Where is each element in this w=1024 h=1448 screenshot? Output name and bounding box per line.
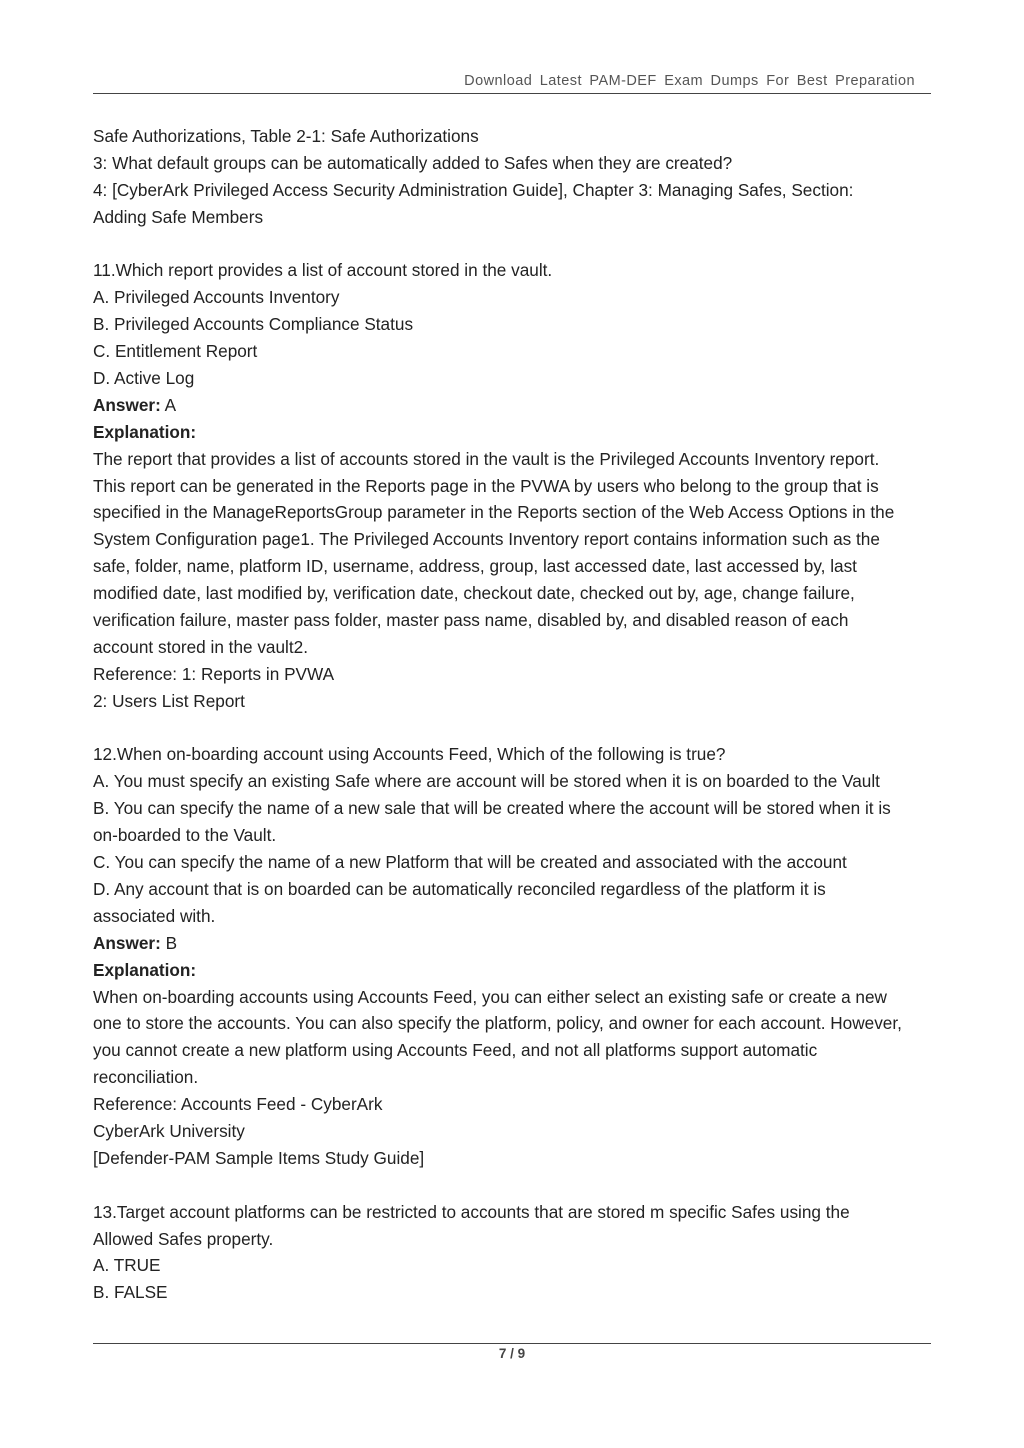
answer-option: C. Entitlement Report [93, 341, 258, 362]
footer-divider [93, 1343, 931, 1344]
question-block-13 [93, 1199, 943, 1307]
intro-line: Safe Authorizations, Table 2-1: Safe Authorizations [93, 126, 479, 146]
question-text: 12.When on-boarding account using Accounts Feed, Which of the following is true? [93, 744, 726, 765]
explanation-line: specified in the ManageReportsGroup parameter in the Reports section of the Web Access Options in the [93, 502, 895, 523]
page-header-title: Download Latest PAM-DEF Exam Dumps For Best Preparation [464, 73, 915, 89]
explanation-label: Explanation: [93, 959, 197, 980]
reference-line: CyberArk University [93, 1120, 245, 1141]
explanation-line: modified date, last modified by, verification date, checkout date, checked out by, age, change failure, [93, 583, 855, 604]
explanation-label: Explanation: [93, 421, 197, 442]
intro-block [93, 123, 943, 231]
answer-option: B. FALSE [93, 1282, 168, 1303]
explanation-line: When on-boarding accounts using Accounts Feed, you can either select an existing safe or create a new [93, 986, 887, 1007]
reference-line: Reference: Accounts Feed - CyberArk [93, 1094, 383, 1115]
answer-label: Answer: [93, 394, 161, 415]
answer-option: A. TRUE [93, 1255, 161, 1276]
header-divider [93, 93, 931, 94]
answer-option: B. You can specify the name of a new sale that will be created where the account will be stored when it is [93, 798, 891, 819]
answer-option: on-boarded to the Vault. [93, 825, 277, 846]
answer-option: D. Any account that is on boarded can be automatically reconciled regardless of the platform it is [93, 878, 826, 899]
explanation-line: you cannot create a new platform using Accounts Feed, and not all platforms support automatic [93, 1040, 818, 1061]
spacer [93, 1172, 943, 1199]
spacer [93, 231, 943, 258]
explanation-line: System Configuration page1. The Privileged Accounts Inventory report contains information such as the [93, 529, 880, 550]
answer-option: associated with. [93, 905, 216, 926]
explanation-line: This report can be generated in the Reports page in the PVWA by users who belong to the group that is [93, 475, 879, 496]
answer-line [93, 930, 943, 957]
explanation-line: one to store the accounts. You can also specify the platform, policy, and owner for each account. However, [93, 1013, 902, 1034]
answer-option: A. Privileged Accounts Inventory [93, 287, 340, 308]
answer-value: B [165, 932, 178, 953]
question-text: 11.Which report provides a list of account stored in the vault. [93, 260, 553, 281]
question-block-12 [93, 741, 943, 1171]
reference-line: Reference: 1: Reports in PVWA [93, 663, 335, 684]
explanation-line: verification failure, master pass folder, master pass name, disabled by, and disabled reason of each [93, 610, 849, 631]
reference-line: 2: Users List Report [93, 690, 245, 711]
spacer [93, 715, 943, 742]
explanation-line: reconciliation. [93, 1067, 199, 1088]
explanation-line: The report that provides a list of accounts stored in the vault is the Privileged Accounts Inventory report. [93, 448, 880, 469]
answer-line [93, 392, 943, 419]
explanation-line: safe, folder, name, platform ID, username, address, group, last accessed date, last accessed by, last [93, 556, 857, 577]
answer-option: A. You must specify an existing Safe where are account will be stored when it is on boarded to the Vault [93, 771, 880, 792]
page-number: 7 / 9 [498, 1346, 526, 1361]
answer-value: A [164, 394, 177, 415]
answer-option: C. You can specify the name of a new Platform that will be created and associated with the account [93, 852, 847, 873]
intro-line: 4: [CyberArk Privileged Access Security Administration Guide], Chapter 3: Managing Safes, Section: [93, 179, 854, 200]
question-text: Allowed Safes property. [93, 1228, 274, 1249]
intro-line: 3: What default groups can be automatically added to Safes when they are created? [93, 152, 733, 173]
reference-line: [Defender-PAM Sample Items Study Guide] [93, 1147, 425, 1168]
document-body [93, 123, 943, 1306]
explanation-line: account stored in the vault2. [93, 636, 308, 657]
answer-option: D. Active Log [93, 368, 195, 389]
question-text: 13.Target account platforms can be restricted to accounts that are stored m specific Safes using the [93, 1201, 850, 1222]
answer-label: Answer: [93, 932, 161, 953]
intro-line: Adding Safe Members [93, 206, 264, 227]
question-block-11 [93, 257, 943, 714]
answer-option: B. Privileged Accounts Compliance Status [93, 314, 414, 335]
